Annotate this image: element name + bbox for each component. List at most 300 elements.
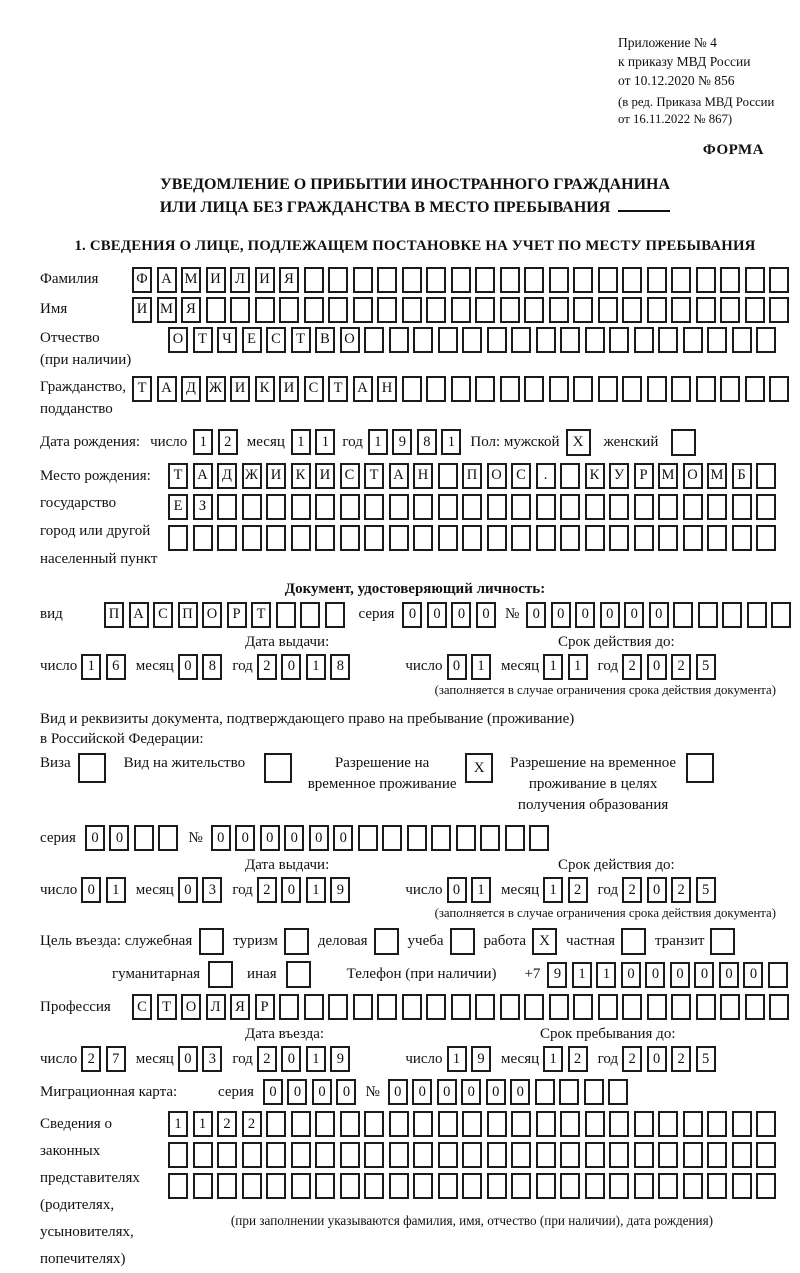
char-box[interactable]: 0 [719, 962, 739, 988]
char-box[interactable]: 2 [242, 1111, 262, 1137]
char-box[interactable]: Ж [206, 376, 226, 402]
char-box[interactable]: 1 [306, 654, 326, 680]
char-box[interactable]: И [279, 376, 299, 402]
char-box[interactable]: 1 [306, 877, 326, 903]
char-box[interactable]: 5 [696, 1046, 716, 1072]
char-box[interactable] [158, 825, 178, 851]
char-box[interactable] [536, 1173, 556, 1199]
char-box[interactable] [683, 494, 703, 520]
char-box[interactable] [658, 494, 678, 520]
char-box[interactable] [622, 267, 642, 293]
char-box[interactable] [364, 525, 384, 551]
char-box[interactable] [536, 1111, 556, 1137]
char-box[interactable] [438, 1173, 458, 1199]
char-box[interactable]: 0 [647, 1046, 667, 1072]
char-box[interactable]: С [132, 994, 152, 1020]
char-box[interactable] [426, 376, 446, 402]
char-box[interactable]: 1 [168, 1111, 188, 1137]
char-box[interactable] [475, 267, 495, 293]
char-box[interactable] [291, 525, 311, 551]
char-box[interactable]: 0 [461, 1079, 481, 1105]
char-box[interactable]: 0 [447, 877, 467, 903]
char-box[interactable]: 9 [330, 877, 350, 903]
char-box[interactable] [745, 267, 765, 293]
char-box[interactable] [487, 494, 507, 520]
char-box[interactable] [609, 494, 629, 520]
char-box[interactable] [500, 994, 520, 1020]
char-box[interactable] [364, 1111, 384, 1137]
char-box[interactable] [402, 994, 422, 1020]
char-box[interactable] [598, 994, 618, 1020]
char-box[interactable] [413, 327, 433, 353]
char-box[interactable] [377, 994, 397, 1020]
char-box[interactable]: 0 [645, 962, 665, 988]
char-box[interactable] [549, 376, 569, 402]
char-box[interactable] [768, 962, 788, 988]
purpose-work-checkbox[interactable]: X [532, 928, 557, 955]
char-box[interactable] [647, 297, 667, 323]
char-box[interactable]: 0 [85, 825, 105, 851]
char-box[interactable] [300, 602, 320, 628]
char-box[interactable]: Е [168, 494, 188, 520]
char-box[interactable] [364, 494, 384, 520]
char-box[interactable] [560, 494, 580, 520]
char-box[interactable]: М [707, 463, 727, 489]
char-box[interactable]: 9 [547, 962, 567, 988]
char-box[interactable] [389, 494, 409, 520]
char-box[interactable] [340, 1111, 360, 1137]
char-box[interactable]: Н [377, 376, 397, 402]
char-box[interactable]: 0 [263, 1079, 283, 1105]
char-box[interactable]: 5 [696, 877, 716, 903]
char-box[interactable] [732, 525, 752, 551]
char-box[interactable]: 1 [543, 654, 563, 680]
char-box[interactable]: К [291, 463, 311, 489]
char-box[interactable]: 2 [217, 1111, 237, 1137]
char-box[interactable] [609, 1142, 629, 1168]
char-box[interactable] [585, 1142, 605, 1168]
char-box[interactable] [340, 1142, 360, 1168]
char-box[interactable]: 0 [694, 962, 714, 988]
char-box[interactable]: 0 [109, 825, 129, 851]
char-box[interactable]: 6 [106, 654, 126, 680]
temp-residence-checkbox[interactable]: X [465, 753, 493, 783]
char-box[interactable]: С [340, 463, 360, 489]
char-box[interactable]: Т [328, 376, 348, 402]
char-box[interactable] [524, 994, 544, 1020]
char-box[interactable] [585, 1173, 605, 1199]
char-box[interactable] [584, 1079, 604, 1105]
char-box[interactable]: 2 [568, 1046, 588, 1072]
char-box[interactable] [745, 994, 765, 1020]
char-box[interactable]: 0 [81, 877, 101, 903]
char-box[interactable]: 2 [257, 654, 277, 680]
char-box[interactable] [732, 1173, 752, 1199]
char-box[interactable] [500, 297, 520, 323]
char-box[interactable]: 9 [330, 1046, 350, 1072]
char-box[interactable]: А [129, 602, 149, 628]
char-box[interactable] [622, 297, 642, 323]
char-box[interactable] [426, 297, 446, 323]
char-box[interactable] [560, 525, 580, 551]
char-box[interactable]: О [340, 327, 360, 353]
char-box[interactable] [524, 267, 544, 293]
char-box[interactable]: 0 [437, 1079, 457, 1105]
char-box[interactable]: Т [157, 994, 177, 1020]
char-box[interactable]: Я [181, 297, 201, 323]
char-box[interactable] [560, 1173, 580, 1199]
char-box[interactable] [720, 376, 740, 402]
char-box[interactable]: Б [732, 463, 752, 489]
char-box[interactable] [647, 376, 667, 402]
char-box[interactable] [696, 994, 716, 1020]
char-box[interactable]: 0 [551, 602, 571, 628]
char-box[interactable] [732, 494, 752, 520]
purpose-other-checkbox[interactable] [286, 961, 311, 988]
char-box[interactable]: А [157, 376, 177, 402]
char-box[interactable]: И [255, 267, 275, 293]
char-box[interactable] [389, 327, 409, 353]
char-box[interactable]: Ж [242, 463, 262, 489]
char-box[interactable] [647, 994, 667, 1020]
char-box[interactable] [720, 297, 740, 323]
char-box[interactable] [340, 494, 360, 520]
char-box[interactable] [771, 602, 791, 628]
char-box[interactable] [634, 494, 654, 520]
char-box[interactable]: П [178, 602, 198, 628]
char-box[interactable] [622, 994, 642, 1020]
char-box[interactable] [671, 994, 691, 1020]
char-box[interactable] [634, 525, 654, 551]
char-box[interactable] [500, 267, 520, 293]
char-box[interactable]: 8 [417, 429, 437, 455]
char-box[interactable] [364, 1173, 384, 1199]
char-box[interactable] [573, 297, 593, 323]
char-box[interactable] [193, 1142, 213, 1168]
char-box[interactable] [242, 525, 262, 551]
char-box[interactable]: Т [132, 376, 152, 402]
char-box[interactable] [402, 297, 422, 323]
char-box[interactable]: 1 [106, 877, 126, 903]
char-box[interactable] [559, 1079, 579, 1105]
char-box[interactable]: Т [193, 327, 213, 353]
char-box[interactable]: 8 [330, 654, 350, 680]
char-box[interactable] [671, 376, 691, 402]
char-box[interactable] [756, 494, 776, 520]
char-box[interactable] [325, 602, 345, 628]
char-box[interactable]: 9 [471, 1046, 491, 1072]
char-box[interactable] [536, 525, 556, 551]
char-box[interactable] [535, 1079, 555, 1105]
char-box[interactable] [475, 994, 495, 1020]
char-box[interactable] [745, 376, 765, 402]
char-box[interactable] [426, 994, 446, 1020]
purpose-official-checkbox[interactable] [199, 928, 224, 955]
char-box[interactable]: И [230, 376, 250, 402]
char-box[interactable] [598, 376, 618, 402]
char-box[interactable] [769, 376, 789, 402]
sex-male-checkbox[interactable]: X [566, 429, 591, 456]
char-box[interactable] [511, 494, 531, 520]
char-box[interactable] [276, 602, 296, 628]
char-box[interactable] [451, 297, 471, 323]
char-box[interactable] [315, 1111, 335, 1137]
char-box[interactable] [413, 494, 433, 520]
char-box[interactable] [560, 463, 580, 489]
char-box[interactable]: 0 [600, 602, 620, 628]
char-box[interactable] [647, 267, 667, 293]
char-box[interactable]: К [255, 376, 275, 402]
char-box[interactable]: О [168, 327, 188, 353]
char-box[interactable] [413, 1173, 433, 1199]
char-box[interactable]: 9 [392, 429, 412, 455]
char-box[interactable] [328, 994, 348, 1020]
char-box[interactable]: 2 [671, 654, 691, 680]
char-box[interactable] [304, 297, 324, 323]
char-box[interactable]: Р [255, 994, 275, 1020]
char-box[interactable]: 2 [671, 877, 691, 903]
char-box[interactable]: 3 [202, 877, 222, 903]
char-box[interactable]: 1 [596, 962, 616, 988]
char-box[interactable] [364, 327, 384, 353]
char-box[interactable] [193, 525, 213, 551]
char-box[interactable] [217, 525, 237, 551]
char-box[interactable]: О [683, 463, 703, 489]
char-box[interactable] [732, 327, 752, 353]
char-box[interactable] [279, 297, 299, 323]
char-box[interactable]: 0 [647, 877, 667, 903]
char-box[interactable]: Д [181, 376, 201, 402]
char-box[interactable]: М [658, 463, 678, 489]
char-box[interactable] [720, 267, 740, 293]
char-box[interactable] [745, 297, 765, 323]
char-box[interactable] [438, 1142, 458, 1168]
char-box[interactable] [707, 1111, 727, 1137]
char-box[interactable] [304, 267, 324, 293]
char-box[interactable] [634, 1111, 654, 1137]
char-box[interactable] [683, 1142, 703, 1168]
char-box[interactable] [608, 1079, 628, 1105]
char-box[interactable]: 0 [178, 654, 198, 680]
char-box[interactable] [524, 376, 544, 402]
char-box[interactable]: 2 [622, 1046, 642, 1072]
char-box[interactable] [358, 825, 378, 851]
char-box[interactable]: Д [217, 463, 237, 489]
char-box[interactable]: 0 [178, 1046, 198, 1072]
purpose-business-checkbox[interactable] [374, 928, 399, 955]
char-box[interactable] [585, 525, 605, 551]
purpose-transit-checkbox[interactable] [710, 928, 735, 955]
char-box[interactable] [242, 494, 262, 520]
char-box[interactable]: 0 [447, 654, 467, 680]
char-box[interactable] [536, 494, 556, 520]
char-box[interactable]: Ф [132, 267, 152, 293]
char-box[interactable] [480, 825, 500, 851]
char-box[interactable] [658, 1173, 678, 1199]
char-box[interactable] [328, 267, 348, 293]
char-box[interactable] [315, 494, 335, 520]
char-box[interactable] [462, 1173, 482, 1199]
char-box[interactable] [426, 267, 446, 293]
char-box[interactable] [634, 1142, 654, 1168]
char-box[interactable] [598, 297, 618, 323]
char-box[interactable]: 2 [218, 429, 238, 455]
char-box[interactable]: И [315, 463, 335, 489]
char-box[interactable] [364, 1142, 384, 1168]
sex-female-checkbox[interactable] [671, 429, 696, 456]
char-box[interactable]: Р [227, 602, 247, 628]
char-box[interactable] [707, 1173, 727, 1199]
char-box[interactable]: Т [364, 463, 384, 489]
char-box[interactable] [431, 825, 451, 851]
char-box[interactable]: 0 [624, 602, 644, 628]
char-box[interactable] [462, 327, 482, 353]
char-box[interactable]: 0 [412, 1079, 432, 1105]
char-box[interactable] [266, 1142, 286, 1168]
char-box[interactable] [573, 376, 593, 402]
char-box[interactable] [696, 267, 716, 293]
char-box[interactable]: 2 [671, 1046, 691, 1072]
char-box[interactable] [634, 327, 654, 353]
char-box[interactable] [438, 494, 458, 520]
char-box[interactable] [549, 297, 569, 323]
char-box[interactable] [353, 267, 373, 293]
char-box[interactable] [769, 994, 789, 1020]
char-box[interactable]: 1 [471, 654, 491, 680]
char-box[interactable] [585, 327, 605, 353]
char-box[interactable] [217, 1142, 237, 1168]
char-box[interactable] [720, 994, 740, 1020]
char-box[interactable]: О [202, 602, 222, 628]
char-box[interactable] [707, 1142, 727, 1168]
char-box[interactable]: А [193, 463, 213, 489]
char-box[interactable] [438, 1111, 458, 1137]
char-box[interactable]: 0 [388, 1079, 408, 1105]
char-box[interactable] [732, 1111, 752, 1137]
char-box[interactable] [475, 297, 495, 323]
char-box[interactable] [451, 267, 471, 293]
char-box[interactable] [536, 327, 556, 353]
char-box[interactable]: 1 [543, 877, 563, 903]
char-box[interactable] [549, 994, 569, 1020]
char-box[interactable]: 0 [575, 602, 595, 628]
char-box[interactable] [673, 602, 693, 628]
char-box[interactable] [756, 525, 776, 551]
char-box[interactable] [456, 825, 476, 851]
char-box[interactable]: 0 [621, 962, 641, 988]
char-box[interactable]: 0 [427, 602, 447, 628]
char-box[interactable]: 0 [743, 962, 763, 988]
char-box[interactable]: С [511, 463, 531, 489]
char-box[interactable] [573, 994, 593, 1020]
char-box[interactable]: О [487, 463, 507, 489]
char-box[interactable] [193, 1173, 213, 1199]
char-box[interactable]: 1 [441, 429, 461, 455]
char-box[interactable]: П [462, 463, 482, 489]
char-box[interactable]: 0 [526, 602, 546, 628]
char-box[interactable]: 2 [622, 654, 642, 680]
char-box[interactable] [560, 327, 580, 353]
char-box[interactable] [747, 602, 767, 628]
char-box[interactable] [315, 1142, 335, 1168]
purpose-humanitarian-checkbox[interactable] [208, 961, 233, 988]
char-box[interactable] [732, 1142, 752, 1168]
char-box[interactable]: 8 [202, 654, 222, 680]
char-box[interactable] [598, 267, 618, 293]
char-box[interactable] [671, 297, 691, 323]
char-box[interactable]: 1 [447, 1046, 467, 1072]
char-box[interactable] [609, 525, 629, 551]
char-box[interactable] [658, 525, 678, 551]
char-box[interactable] [134, 825, 154, 851]
char-box[interactable] [756, 463, 776, 489]
char-box[interactable] [769, 267, 789, 293]
char-box[interactable]: 0 [333, 825, 353, 851]
char-box[interactable]: 0 [486, 1079, 506, 1105]
char-box[interactable] [756, 1142, 776, 1168]
char-box[interactable]: 0 [260, 825, 280, 851]
char-box[interactable]: А [353, 376, 373, 402]
char-box[interactable] [683, 1111, 703, 1137]
char-box[interactable] [407, 825, 427, 851]
char-box[interactable] [382, 825, 402, 851]
char-box[interactable] [304, 994, 324, 1020]
char-box[interactable]: Ч [217, 327, 237, 353]
char-box[interactable] [671, 267, 691, 293]
char-box[interactable]: В [315, 327, 335, 353]
char-box[interactable]: 0 [402, 602, 422, 628]
char-box[interactable]: 0 [281, 877, 301, 903]
char-box[interactable]: С [266, 327, 286, 353]
char-box[interactable] [511, 525, 531, 551]
char-box[interactable] [462, 1111, 482, 1137]
char-box[interactable]: 0 [284, 825, 304, 851]
char-box[interactable] [487, 327, 507, 353]
char-box[interactable] [658, 1142, 678, 1168]
char-box[interactable] [168, 1142, 188, 1168]
char-box[interactable] [451, 994, 471, 1020]
char-box[interactable] [451, 376, 471, 402]
char-box[interactable] [696, 376, 716, 402]
char-box[interactable] [389, 525, 409, 551]
char-box[interactable]: 1 [471, 877, 491, 903]
char-box[interactable] [279, 994, 299, 1020]
char-box[interactable] [206, 297, 226, 323]
char-box[interactable] [266, 525, 286, 551]
char-box[interactable]: Н [413, 463, 433, 489]
char-box[interactable] [255, 297, 275, 323]
char-box[interactable]: Т [291, 327, 311, 353]
char-box[interactable] [609, 1173, 629, 1199]
char-box[interactable]: Я [279, 267, 299, 293]
char-box[interactable]: 0 [451, 602, 471, 628]
char-box[interactable] [402, 376, 422, 402]
char-box[interactable] [168, 525, 188, 551]
char-box[interactable]: З [193, 494, 213, 520]
char-box[interactable]: 0 [312, 1079, 332, 1105]
char-box[interactable] [683, 525, 703, 551]
char-box[interactable]: Я [230, 994, 250, 1020]
char-box[interactable]: Л [230, 267, 250, 293]
char-box[interactable] [529, 825, 549, 851]
char-box[interactable] [315, 525, 335, 551]
char-box[interactable]: А [389, 463, 409, 489]
purpose-private-checkbox[interactable] [621, 928, 646, 955]
char-box[interactable] [756, 1111, 776, 1137]
char-box[interactable]: 0 [309, 825, 329, 851]
char-box[interactable] [769, 297, 789, 323]
char-box[interactable]: 1 [291, 429, 311, 455]
